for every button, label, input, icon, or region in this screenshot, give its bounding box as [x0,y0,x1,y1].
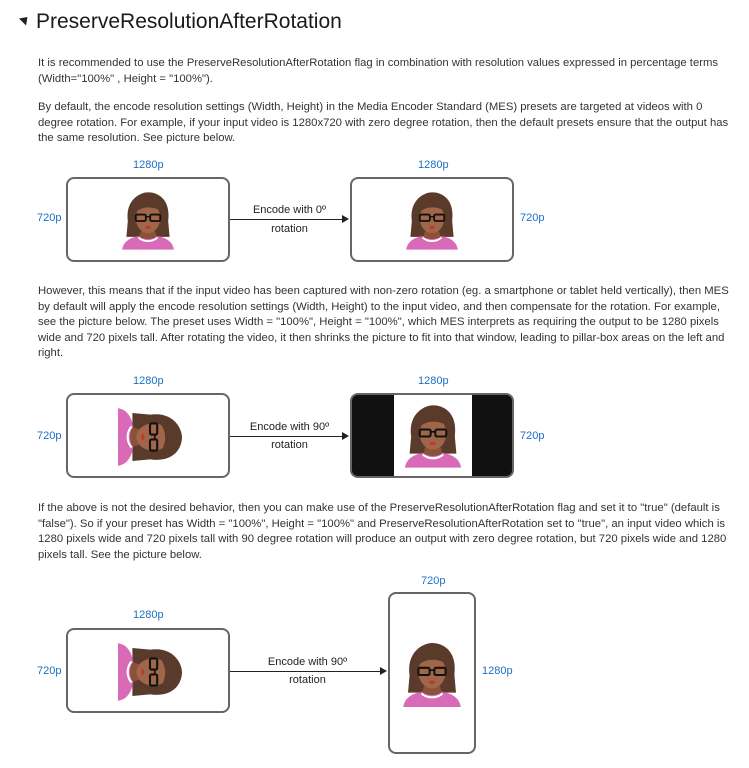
page-heading [20,10,342,34]
arrow-line [230,219,342,220]
paragraph-4: If the above is not the desired behavior, then you can make use of the PreserveResolutionAfterRotation flag and set it to "true" (default is "false"). So if your preset has Width = "100%", Height = "100%" and PreserveResolutionAfterRotation set to "true", an input video which is 1280 pixels wide and 720 pixels tall with 90 degree rotation will produce an output with zero degree rotation, but 720 pixels wide and 1280 pixels tall. See the picture below. [38,502,727,561]
arrow-line [230,436,342,437]
collapse-caret-icon[interactable] [19,13,31,25]
arrow-line [230,671,380,672]
output-width-label: 1280p [418,375,449,387]
arrow-right-icon [342,215,349,223]
output-height-label: 1280p [482,665,513,677]
input-width-label: 1280p [133,375,164,387]
arrow-label-line1: Encode with 90º [249,421,330,433]
paragraph-3: However, this means that if the input video has been captured with non-zero rotation (eg. a smartphone or tablet held vertically), then MES by default will apply the encode resolution settings (Width, Height) to the input video, and then compensate for the rotation. For example, see the picture below. The preset uses Width = "100%", Height = "100%", which MES interprets as requiring the output to be 1280 pixels wide and 720 pixels tall. After rotating the video, it then shrinks the picture to fit into that window, leading to pillar-box areas on the left and right. [38,285,729,359]
output-video-frame [350,177,514,262]
person-avatar-icon [112,181,184,261]
arrow-label-line2: rotation [271,439,308,451]
input-video-frame [66,177,230,262]
input-height-label: 720p [37,665,62,677]
paragraph-2: By default, the encode resolution settings (Width, Height) in the Media Encoder Standard (MES) presets are targeted at videos with 0 degree rotation. For example, if your input video is 1280x720 with zero degree rotation, then the default presets ensure that the output has the same resolution. See picture below. [38,101,729,144]
paragraph-1: It is recommended to use the PreserveResolutionAfterRotation flag in combination with resolution values expressed in percentage terms (Width="100%" , Height = "100%"). [38,57,719,85]
input-video-frame [66,393,230,478]
arrow-right-icon [380,667,387,675]
input-video-frame [66,628,230,713]
output-portrait-frame [388,592,476,754]
output-width-label: 1280p [418,159,449,171]
input-width-label: 1280p [133,609,164,621]
person-avatar-icon [396,181,468,261]
output-height-label: 720p [520,212,545,224]
person-avatar-icon [394,397,472,476]
arrow-label-line1: Encode with 90º [267,656,348,668]
heading-text: PreserveResolutionAfterRotation [36,10,342,33]
pillarbox-content [394,395,472,476]
input-height-label: 720p [37,212,62,224]
input-height-label: 720p [37,430,62,442]
rotated-person-avatar-icon [110,632,190,712]
input-width-label: 1280p [133,159,164,171]
output-width-label: 720p [421,575,446,587]
rotated-person-avatar-icon [110,397,190,477]
arrow-label-line2: rotation [289,674,326,686]
person-avatar-icon [392,636,472,714]
output-pillarbox-frame [350,393,514,478]
output-height-label: 720p [520,430,545,442]
arrow-label-line2: rotation [271,223,308,235]
arrow-label-line1: Encode with 0º [252,204,327,216]
